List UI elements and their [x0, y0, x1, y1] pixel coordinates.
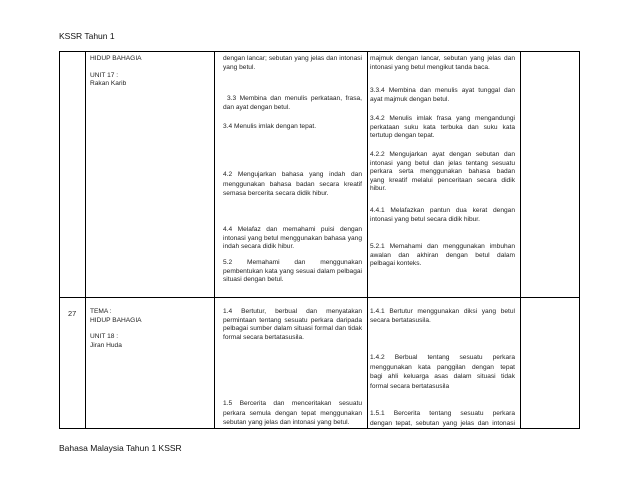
table-border-right: [579, 51, 580, 429]
learning-line: secara bertatasusila.: [370, 316, 431, 324]
learning-block: [370, 243, 515, 269]
learning-line: formal secara bertatasusila: [370, 382, 450, 390]
learning-block: [370, 55, 515, 72]
unit-number: UNIT 18 :: [90, 333, 119, 340]
learning-line: intonasi yang betul dan jelas tentang sesuatu: [370, 159, 515, 167]
learning-line: dengan tepat, sebutan yang jelas dan intonasi: [370, 419, 515, 427]
theme-title: HIDUP BAHAGIA: [90, 316, 142, 324]
learning-line: tertutup dengan tepat.: [370, 132, 435, 139]
standard-block: [223, 399, 362, 428]
standard-block: [223, 226, 362, 252]
row-divider: [59, 297, 580, 298]
standard-line: 5.2 Memahami dan menggunakan: [223, 259, 362, 266]
theme-label: TEMA :: [90, 308, 112, 315]
standard-line: dan ayat dengan betul.: [223, 103, 291, 111]
page-footer: Bahasa Malaysia Tahun 1 KSSR: [59, 443, 182, 453]
learning-line: perkataan suku kata terbuka dan suku kata: [370, 123, 515, 131]
learning-line: yang kreatif melalui penceritaan secara didik: [370, 176, 515, 184]
learning-line: awalan dan akhiran dengan betul dalam: [370, 251, 515, 259]
learning-block: [370, 115, 515, 141]
learning-block: [370, 207, 515, 224]
learning-block: [370, 308, 515, 325]
learning-block: [370, 409, 515, 428]
column-divider-theme: [214, 51, 215, 429]
standard-block: [223, 308, 362, 342]
unit-title: Jiran Huda: [90, 341, 122, 349]
standard-line: 1.4 Bertutur, berbual dan menyatakan: [223, 308, 362, 315]
standard-line: sebutan yang jelas dan intonasi yang betul.: [223, 419, 350, 426]
standard-block: [223, 55, 362, 72]
learning-line: majmuk dengan lancar, sebutan yang jelas dan: [370, 55, 515, 62]
column-divider-week: [85, 51, 86, 429]
unit-number: UNIT 17 :: [90, 71, 119, 79]
learning-line: 3.3.4 Membina dan menulis ayat tunggal dan: [370, 87, 515, 94]
standard-line: yang betul.: [223, 63, 256, 71]
page-header: KSSR Tahun 1: [59, 31, 115, 41]
standard-line: menggunakan bahasa badan secara kreatif: [223, 180, 362, 188]
standard-line: 3.4 Menulis imlak dengan tepat.: [223, 123, 317, 130]
standard-block: [223, 95, 362, 112]
learning-line: 1.4.1 Bertutur menggunakan diksi yang betul: [370, 308, 515, 315]
lesson-plan-table: [59, 51, 580, 429]
standard-line: indah secara didik hibur.: [223, 243, 295, 250]
table-border-left: [59, 51, 60, 429]
table-border-bottom: [59, 428, 580, 429]
standard-block: [223, 170, 362, 199]
learning-line: 4.4.1 Melafazkan pantun dua kerat dengan: [370, 207, 515, 214]
learning-line: 1.4.2 Berbual tentang sesuatu perkara: [370, 354, 515, 361]
learning-block: [370, 87, 515, 104]
standard-line: formal secara bertatasusila.: [223, 333, 304, 341]
table-border-top: [59, 51, 580, 52]
theme-cell-row2: [90, 308, 210, 350]
standard-line: situasi dengan betul.: [223, 276, 284, 283]
standard-line: 4.4 Melafaz dan memahami puisi dengan: [223, 226, 362, 233]
learning-line: pelbagai konteks.: [370, 260, 422, 267]
standard-line: permintaan tentang sesuatu perkara daripada: [223, 316, 362, 324]
learning-line: bagi ahli keluarga asas dalam situasi tidak: [370, 373, 515, 380]
week-number: 27: [68, 309, 77, 318]
standard-block: [223, 259, 362, 285]
learning-line: perkara serta menggunakan bahasa badan: [370, 168, 515, 175]
standard-line: dengan lancar; sebutan yang jelas dan intonasi: [223, 55, 362, 62]
column-divider-standard: [367, 51, 368, 429]
standard-line: pembentukan kata yang sesuai dalam pelbagai: [223, 267, 362, 275]
standard-block: [223, 123, 362, 132]
learning-line: 4.2.2 Mengujarkan ayat dengan sebutan dan: [370, 151, 515, 158]
learning-line: 3.4.2 Menulis imlak frasa yang mengandungi: [370, 115, 515, 122]
standard-line: 3.3 Membina dan menulis perkataan, frasa,: [227, 95, 362, 102]
learning-block: [370, 353, 515, 391]
theme-title: HIDUP BAHAGIA: [90, 55, 142, 62]
unit-title: Rakan Karib: [90, 80, 127, 87]
learning-line: intonasi yang betul mengikut tanda baca.: [370, 63, 490, 71]
column-divider-learning: [520, 51, 521, 429]
standard-line: perkara semula dengan tepat menggunakan: [223, 409, 362, 417]
standard-line: 4.2 Mengujarkan bahasa yang indah dan: [223, 171, 362, 178]
learning-line: 5.2.1 Memahami dan menggunakan imbuhan: [370, 243, 515, 250]
theme-cell-row1: [90, 55, 210, 89]
standard-line: semasa bercerita secara didik hibur.: [223, 190, 329, 197]
standard-line: intonasi yang betul menggunakan bahasa yang: [223, 234, 362, 242]
standard-line: 1.5 Bercerita dan menceritakan sesuatu: [223, 400, 362, 407]
learning-line: 1.5.1 Bercerita tentang sesuatu perkara: [370, 410, 515, 417]
learning-line: intonasi yang betul secara didik hibur.: [370, 215, 480, 223]
standard-line: pelbagai sumber dalam situasi formal dan tidak: [223, 325, 362, 332]
learning-line: hibur.: [370, 185, 387, 192]
learning-line: ayat majmuk dengan betul.: [370, 95, 450, 103]
learning-line: menggunakan kata panggilan dengan tepat: [370, 363, 515, 371]
learning-block: [370, 151, 515, 194]
